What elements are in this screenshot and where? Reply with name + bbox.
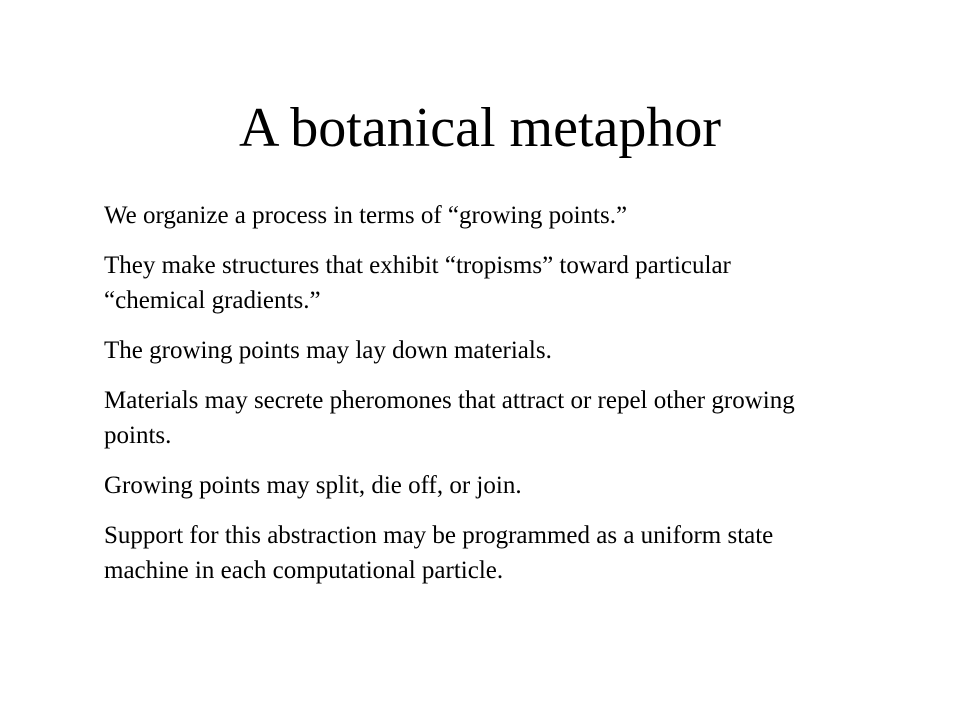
paragraph-split-die-join: Growing points may split, die off, or join. [104,472,522,499]
paragraph-pheromones: Materials may secrete pheromones that attract or repel other growing points. [104,387,795,449]
paragraph-tropisms: They make structures that exhibit “tropisms” toward particular “chemical gradients.” [104,252,731,314]
slide-title: A botanical metaphor [238,97,722,159]
paragraph-materials: The growing points may lay down materials. [104,337,552,364]
slide-body [104,198,824,603]
paragraph-state-machine: Support for this abstraction may be programmed as a uniform state machine in each computational particle. [104,522,774,584]
paragraph-growing-points: We organize a process in terms of “growing points.” [104,202,628,229]
